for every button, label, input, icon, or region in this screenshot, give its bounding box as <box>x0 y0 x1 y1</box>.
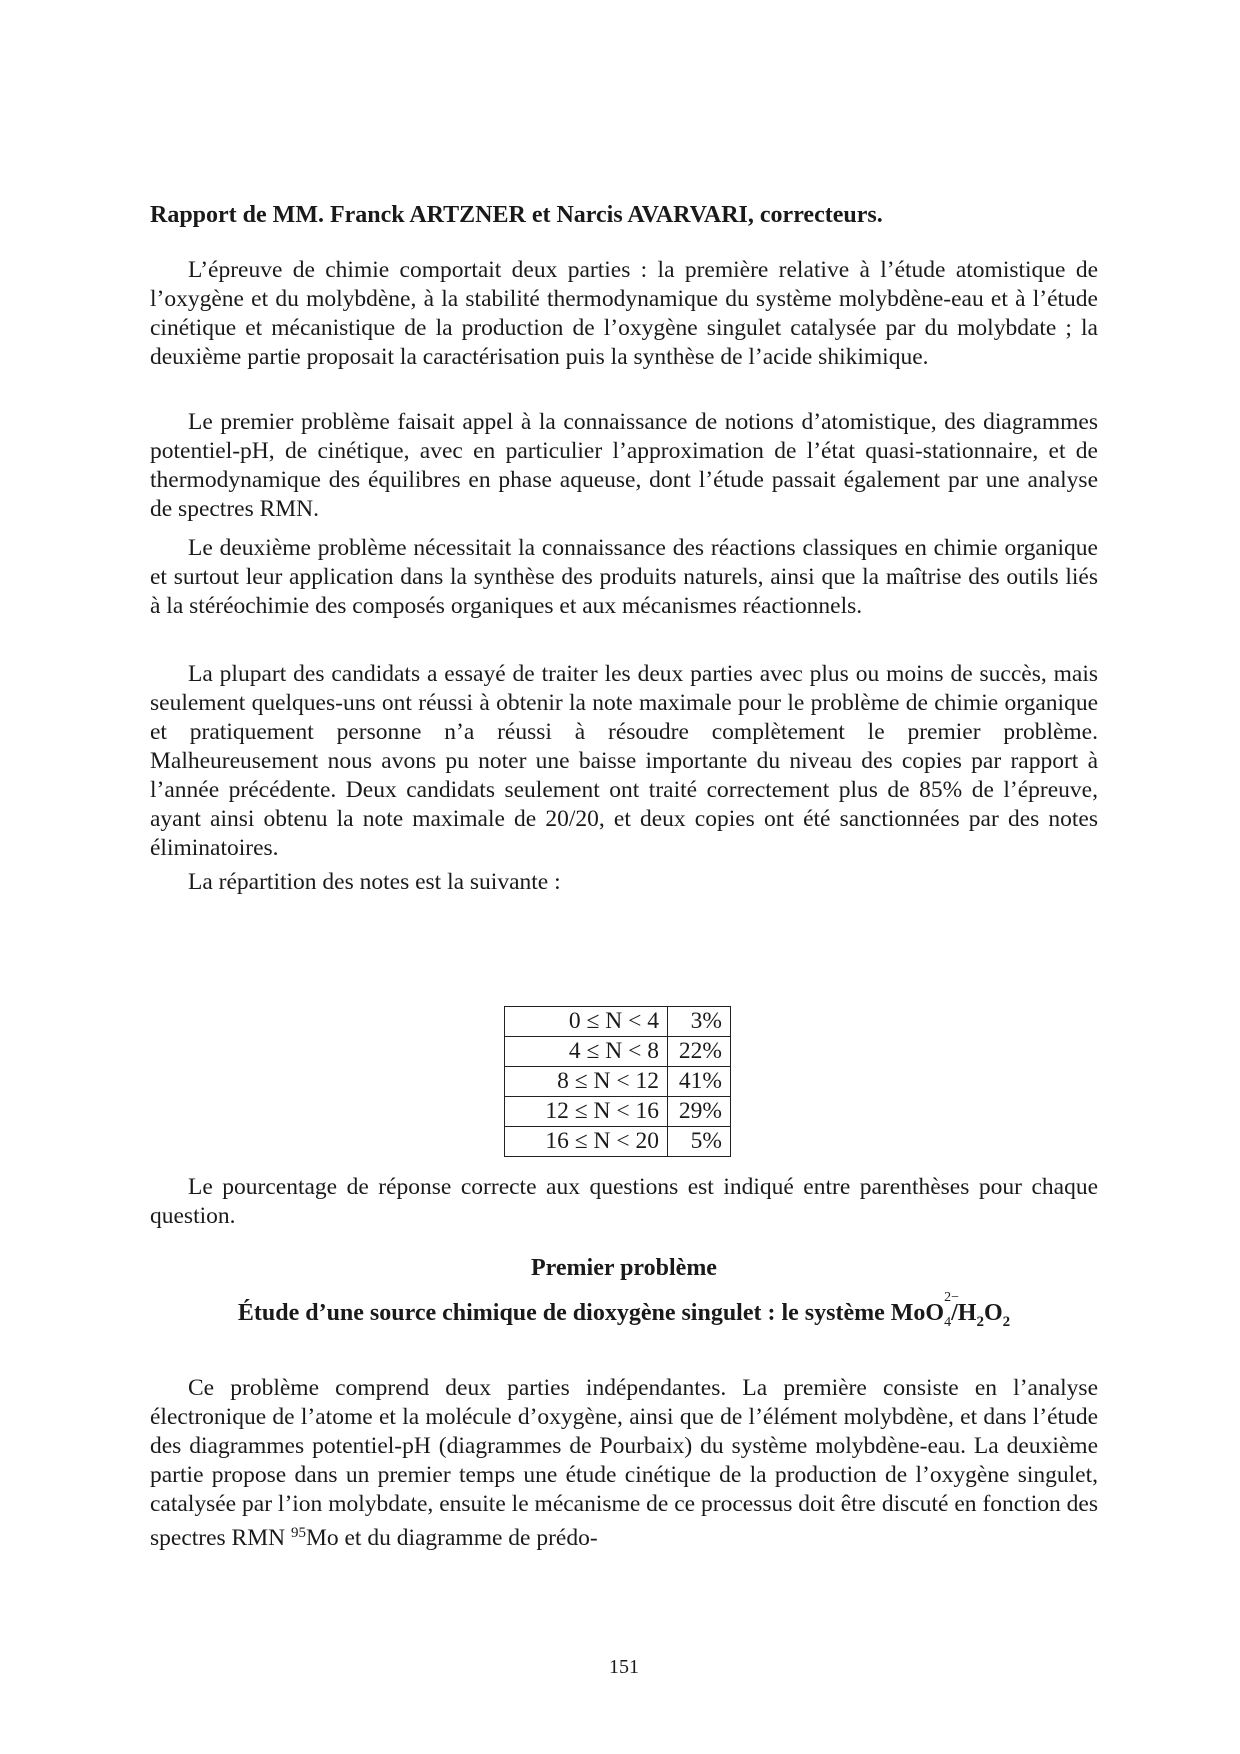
grade-percentage: 29% <box>668 1097 731 1127</box>
charge-superscript: 2− <box>944 1290 959 1305</box>
hydrogen-subscript: 2 <box>976 1314 984 1330</box>
oxygen-subscript: 2 <box>1002 1314 1011 1330</box>
grade-range: 4 ≤ N < 8 <box>505 1037 668 1067</box>
grade-percentage: 22% <box>668 1037 731 1067</box>
paragraph-after-table: Le pourcentage de réponse correcte aux questions est indiqué entre parenthèses pour chaque question. <box>150 1174 1098 1229</box>
grade-percentage: 5% <box>668 1127 731 1157</box>
paragraph-problem-description <box>150 1374 1098 1553</box>
paragraph-intro: L’épreuve de chimie comportait deux parties : la première relative à l’étude atomistique de l’oxygène et du molybdène, à la stabilité thermodynamique du système molybdène-eau et à l’étude cinétique et mécanistique de la production de l’oxygène singulet catalysée par du molybdate ; la deuxième partie proposait la caractérisation puis la synthèse de l’acide shikimique. <box>150 257 1098 370</box>
grade-range: 12 ≤ N < 16 <box>505 1097 668 1127</box>
oxygen-count-subscript: 4 <box>944 1315 952 1330</box>
page-number: 151 <box>609 1656 639 1678</box>
subheading-text: Étude d’une source chimique de dioxygène singulet : le système MoO <box>237 1300 945 1326</box>
grade-range: 16 ≤ N < 20 <box>505 1127 668 1157</box>
grade-percentage: 41% <box>668 1067 731 1097</box>
table-row <box>505 1097 731 1127</box>
paragraph-distribution-intro: La répartition des notes est la suivante : <box>188 869 561 895</box>
grade-range: 0 ≤ N < 4 <box>505 1007 668 1037</box>
paragraph-first-problem: Le premier problème faisait appel à la connaissance de notions d’atomistique, des diagrammes potentiel-pH, de cinétique, avec en particulier l’approximation de l’état quasi-stationnaire, et de thermodynamique des équilibres en phase aqueuse, dont l’étude passait également par une analyse de spectres RMN. <box>150 409 1098 522</box>
table-row <box>505 1007 731 1037</box>
table-row <box>505 1127 731 1157</box>
paragraph-second-problem: Le deuxième problème nécessitait la connaissance des réactions classiques en chimie organique et surtout leur application dans la synthèse des produits naturels, ainsi que la maîtrise des outils liés à la stéréochimie des composés organiques et aux mécanismes réactionnels. <box>150 535 1098 619</box>
table-row <box>505 1037 731 1067</box>
subheading-oxygen: O <box>983 1300 1003 1326</box>
problem-description-end: Mo et du diagramme de prédo- <box>305 1525 598 1551</box>
grade-range: 8 ≤ N < 12 <box>505 1067 668 1097</box>
grades-table <box>504 1006 731 1157</box>
document-page <box>150 0 1098 1754</box>
grade-percentage: 3% <box>668 1007 731 1037</box>
section-subheading <box>150 1290 1098 1330</box>
problem-description-text: Ce problème comprend deux parties indépendantes. La première consiste en l’analyse électronique de l’atome et la molécule d’oxygène, ainsi que de l’élément molybdène, et dans l’étude des diagrammes potentiel-pH (diagrammes de Pourbaix) du système molybdène-eau. La deuxième partie propose dans un premier temps une étude cinétique de la production de l’oxygène singulet, catalysée par l’ion molybdate, ensuite le mécanisme de ce processus doit être discuté en fonction des spectres RMN <box>150 1375 1098 1551</box>
molybdate-charge <box>944 1290 959 1330</box>
paragraph-results: La plupart des candidats a essayé de traiter les deux parties avec plus ou moins de succès, mais seulement quelques-uns ont réussi à obtenir la note maximale pour le problème de chimie organique et pratiquement personne n’a réussi à résoudre complètement le premier problème. Malheureusement nous avons pu noter une baisse importante du niveau des copies par rapport à l’année précédente. Deux candidats seulement ont traité correctement plus de 85% de l’épreuve, ayant ainsi obtenu la note maximale de 20/20, et deux copies ont été sanctionnées par des notes éliminatoires. <box>150 661 1098 861</box>
report-title: Rapport de MM. Franck ARTZNER et Narcis AVARVARI, correcteurs. <box>150 202 883 228</box>
isotope-superscript: 95 <box>290 1525 306 1541</box>
section-heading: Premier problème <box>531 1255 717 1281</box>
table-row <box>505 1067 731 1097</box>
subheading-slash: /H <box>951 1300 977 1326</box>
